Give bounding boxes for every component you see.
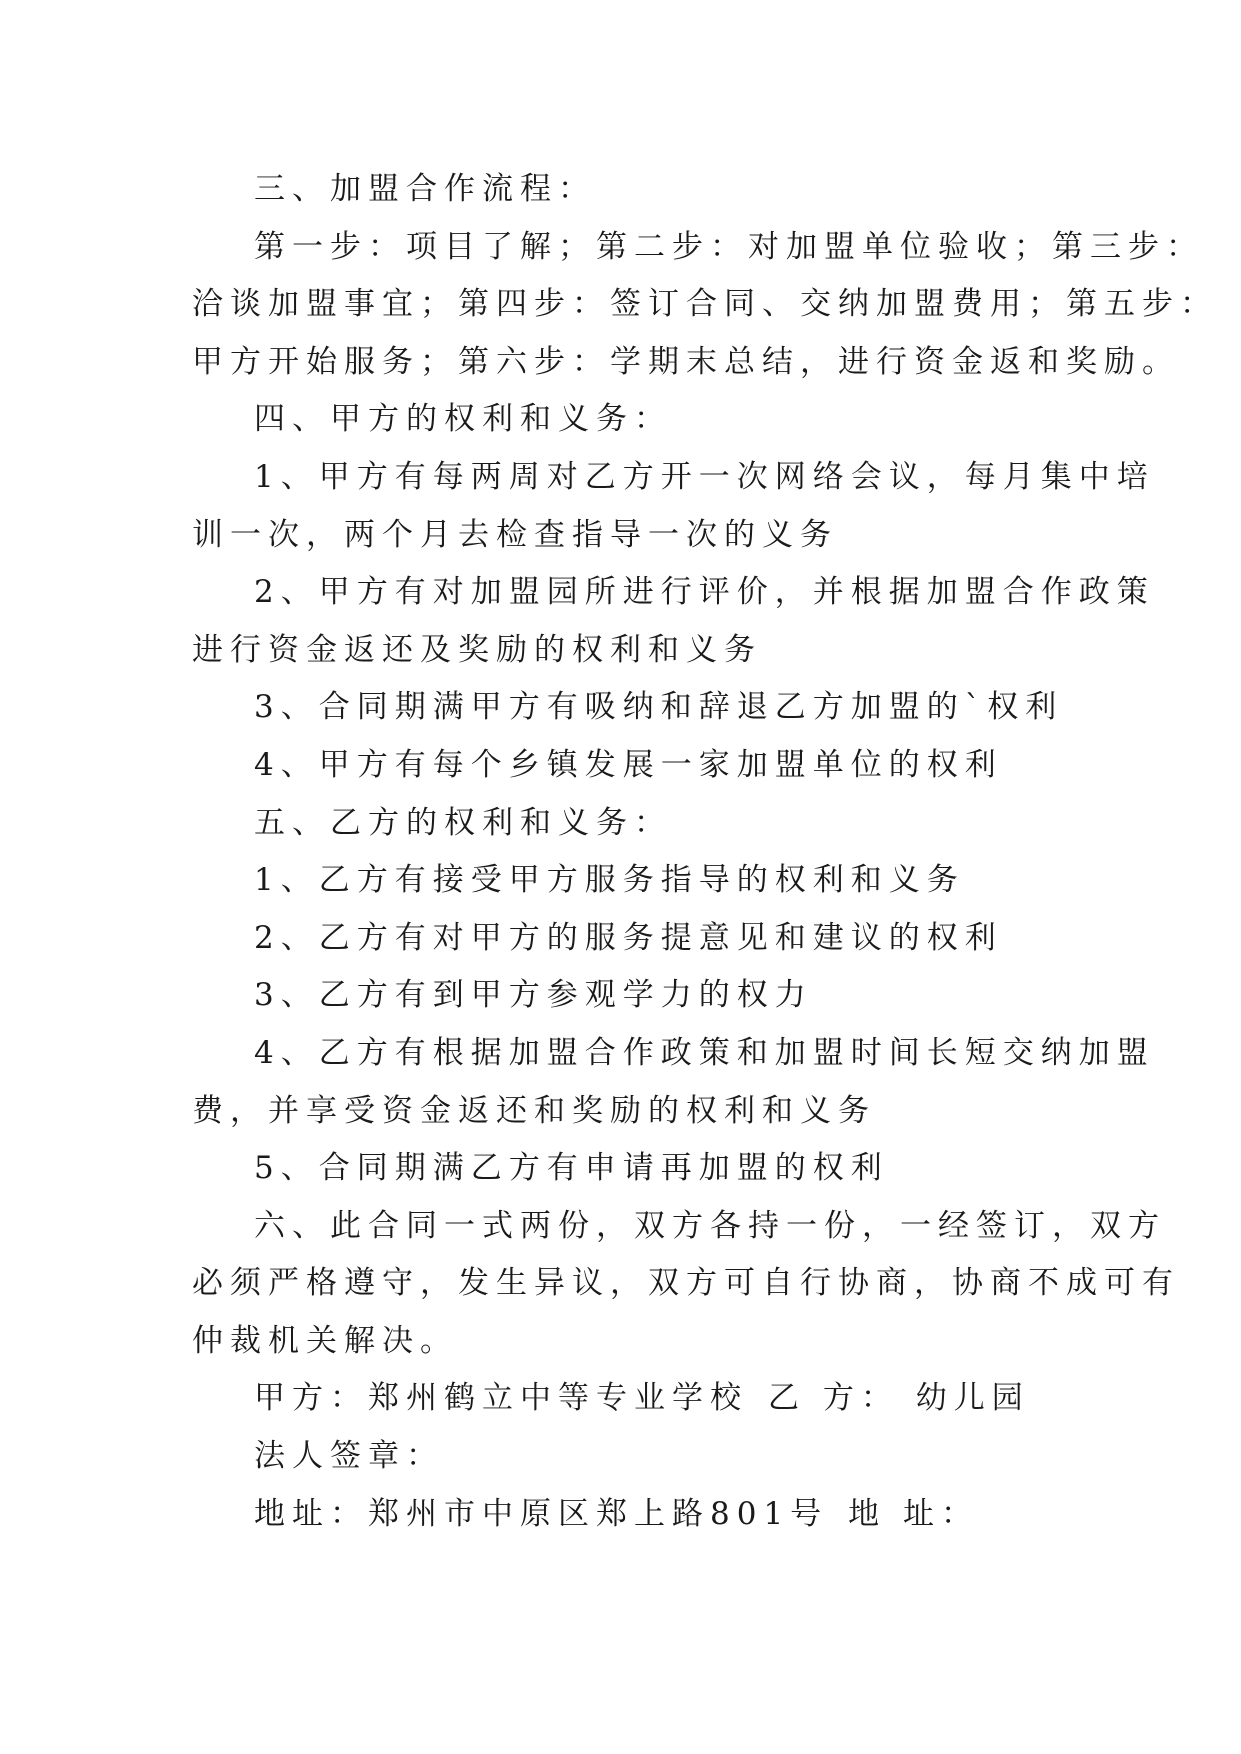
section3-steps-line1: 第一步：项目了解；第二步：对加盟单位验收；第三步：	[254, 228, 1204, 265]
section5-item3: 3、乙方有到甲方参观学力的权力	[254, 977, 813, 1014]
section6-line1: 六、此合同一式两份，双方各持一份，一经签订，双方	[254, 1207, 1166, 1244]
party-b-address: 地 址：	[848, 1495, 980, 1532]
section5-item4-line2: 费，并享受资金返还和奖励的权利和义务	[192, 1092, 876, 1129]
signature-parties-line	[192, 1370, 1097, 1428]
section4-item2-line2: 进行资金返还及奖励的权利和义务	[192, 631, 762, 668]
section3-heading: 三、加盟合作流程：	[254, 171, 596, 207]
party-b-name: 乙 方： 幼儿园	[768, 1380, 1030, 1417]
section4-item4: 4、甲方有每个乡镇发展一家加盟单位的权利	[254, 746, 1003, 783]
legal-seal-label: 法人签章：	[254, 1438, 444, 1475]
party-a-name: 甲方：郑州鹤立中等专业学校	[254, 1380, 748, 1417]
signature-address-line	[192, 1486, 1097, 1544]
section3-steps-line3: 甲方开始服务；第六步：学期末总结，进行资金返和奖励。	[192, 343, 1180, 380]
section5-item2: 2、乙方有对甲方的服务提意见和建议的权利	[254, 919, 1003, 956]
section4-heading: 四、甲方的权利和义务：	[254, 401, 672, 438]
document-body	[192, 161, 1218, 1543]
section4-item1-line1: 1、甲方有每两周对乙方开一次网络会议，每月集中培	[254, 458, 1155, 495]
section4-item1-line2: 训一次，两个月去检查指导一次的义务	[192, 516, 838, 553]
section3-steps-line2: 洽谈加盟事宜；第四步：签订合同、交纳加盟费用；第五步：	[192, 286, 1218, 323]
section5-item1: 1、乙方有接受甲方服务指导的权利和义务	[254, 862, 965, 899]
section4-item2-line1: 2、甲方有对加盟园所进行评价，并根据加盟合作政策	[254, 574, 1155, 611]
party-a-address: 地址：郑州市中原区郑上路801号	[254, 1495, 829, 1532]
section5-item5: 5、合同期满乙方有申请再加盟的权利	[254, 1150, 889, 1187]
section4-item3: 3、合同期满甲方有吸纳和辞退乙方加盟的`权利	[254, 689, 1064, 726]
section6-line2: 必须严格遵守，发生异议，双方可自行协商，协商不成可有	[192, 1265, 1180, 1302]
section5-heading: 五、乙方的权利和义务：	[254, 804, 672, 841]
section5-item4-line1: 4、乙方有根据加盟合作政策和加盟时间长短交纳加盟	[254, 1034, 1155, 1071]
section6-line3: 仲裁机关解决。	[192, 1322, 458, 1359]
